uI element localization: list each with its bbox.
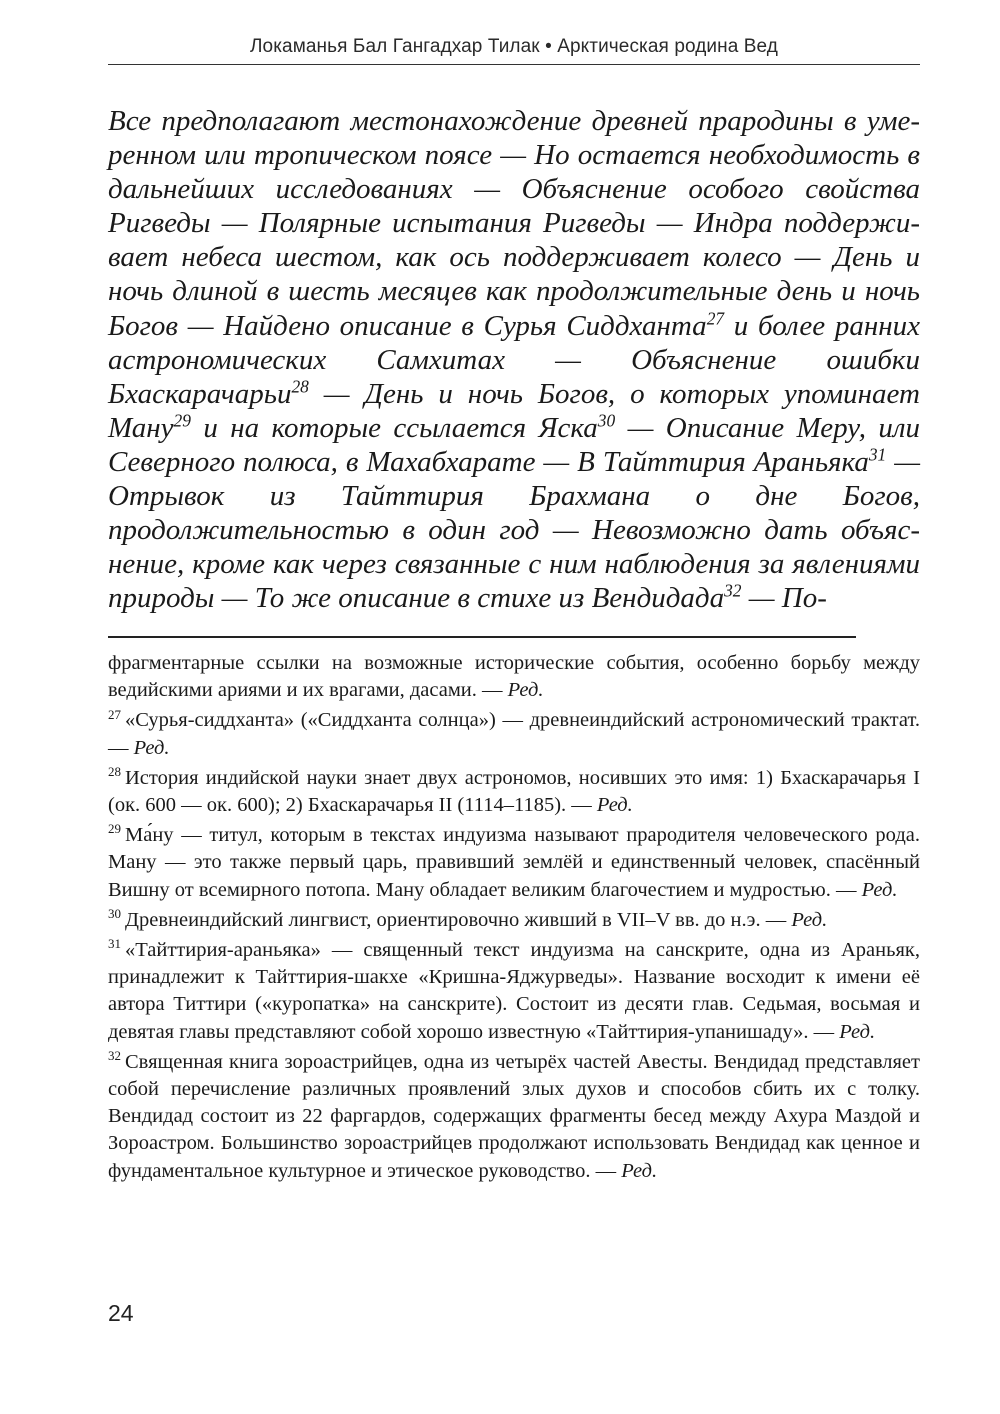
footnote-ref-29[interactable]: 29 (173, 410, 191, 431)
footnote-divider (108, 636, 856, 638)
footnotes (108, 650, 920, 1188)
footnote-text: «Тайттирия-араньяка» — священный текст индуизма на санскрите, одна из Араньяк, принадлежит к Тайттирия-шакхе «Кришна-Яджурведы». Название восходит к имени её автора Титтири («куропатка» на санскрите). Состоит из десяти глав. Седьмая, восьмая и девятая главы представляют собой хорошо известную «Тайттирия-упанишаду». — (108, 939, 920, 1043)
summary-text: — Отрывок из Тайттирия Брахмана о дне Богов, продолжительностью в один год — Невозможно дать объяснение, кроме как через связанные с ним наблюдения за явлениями природы — То же описание в стихе из Вендидада (108, 445, 920, 615)
footnote-text: «Сурья-сиддханта» («Сиддханта солнца») — древнеиндийский астрономический трактат. — (108, 709, 920, 759)
footnote-27 (108, 707, 920, 761)
chapter-summary (108, 104, 920, 615)
footnote-31 (108, 937, 920, 1046)
summary-text: и на которые ссылается Яска (190, 411, 598, 444)
footnote-text: фрагментарные ссылки на возможные исторические события, особенно борьбу между ведийскими ариями и их врагами, дасами. — (108, 652, 920, 702)
footnote-number: 29 (108, 821, 121, 837)
footnote-ref-28[interactable]: 28 (291, 376, 309, 397)
editor-mark: Ред. (791, 908, 828, 931)
summary-text: и более ранних астрономических Самхитах — Объяснение ошибки Бхаскарачарьи (108, 309, 920, 410)
footnote-29 (108, 822, 920, 904)
footnote-30 (108, 907, 920, 934)
summary-text: — По- (741, 582, 827, 615)
editor-mark: Ред. (596, 794, 633, 817)
editor-mark: Ред. (861, 878, 898, 901)
footnote-ref-27[interactable]: 27 (706, 307, 725, 328)
footnote-text: Ма́ну — титул, которым в текстах индуизма называют прародителя человеческого рода. Ману — это также первый царь, правивший землёй и единственный человек, спасённый Вишну от всемирного потопа. Ману обладает великим благочестием и мудростью. — (108, 824, 920, 901)
header-divider (108, 64, 920, 65)
footnote-28 (108, 765, 920, 819)
editor-mark: Ред. (621, 1159, 658, 1182)
footnote-ref-31[interactable]: 31 (868, 444, 887, 465)
editor-mark: Ред. (507, 679, 544, 702)
footnote-number: 27 (108, 706, 121, 722)
summary-text: — День и ночь Богов, о которых упоминает Ману (108, 377, 920, 444)
footnote-ref-30[interactable]: 30 (597, 410, 616, 431)
footnote-number: 30 (108, 906, 121, 921)
footnote-32 (108, 1049, 920, 1185)
footnote-number: 32 (108, 1048, 121, 1064)
editor-mark: Ред. (839, 1020, 876, 1043)
footnote-ref-32[interactable]: 32 (724, 580, 742, 601)
editor-mark: Ред. (133, 736, 170, 759)
footnote-number: 28 (108, 763, 121, 779)
footnote-text: История индийской науки знает двух астрономов, носивших это имя: 1) Бхаскарачарья I (ок. 600 — ок. 600); 2) Бхаскарачарья II (1114–1185). — (108, 766, 920, 817)
footnote-continuation (108, 650, 920, 704)
footnote-text: Священная книга зороастрийцев, одна из четырёх частей Авесты. Вендидад представляет собой перечисление различных проявлений злых духов и способов сбить их с толку. Вендидад состоит из 22 фаргардов, содержащих фрагменты бесед между Ахура Маздой и Зороастром. Большинство зороастрийцев продолжают использовать Вендидад как ценное и фундаментальное культурное и этическое руководство. — (108, 1050, 920, 1182)
footnote-number: 31 (108, 936, 121, 952)
footnote-text: Древнеиндийский лингвист, ориентировочно живший в VII–V вв. до н.э. — (125, 908, 792, 931)
summary-text: Все предполагают местонахождение древней прародины в умеренном или тропическом поясе — Но остается необходимость в дальнейших исследованиях — Объяснение особого свойства Ригведы — Полярные испытания Ригведы — Индра поддерживает небеса шестом, как ось поддерживает колесо — День и ночь длиной в шесть месяцев как продолжительные день и ночь Богов — Найдено описание в Сурья Сиддханта (108, 105, 920, 342)
summary-text: — Описание Меру, или Северного полюса, в Махабхарате — В Тайттирия Араньяка (108, 411, 921, 478)
page-number: 24 (108, 1300, 134, 1326)
running-head: Локаманья Бал Гангадхар Тилак • Арктическая родина Вед (249, 36, 778, 57)
